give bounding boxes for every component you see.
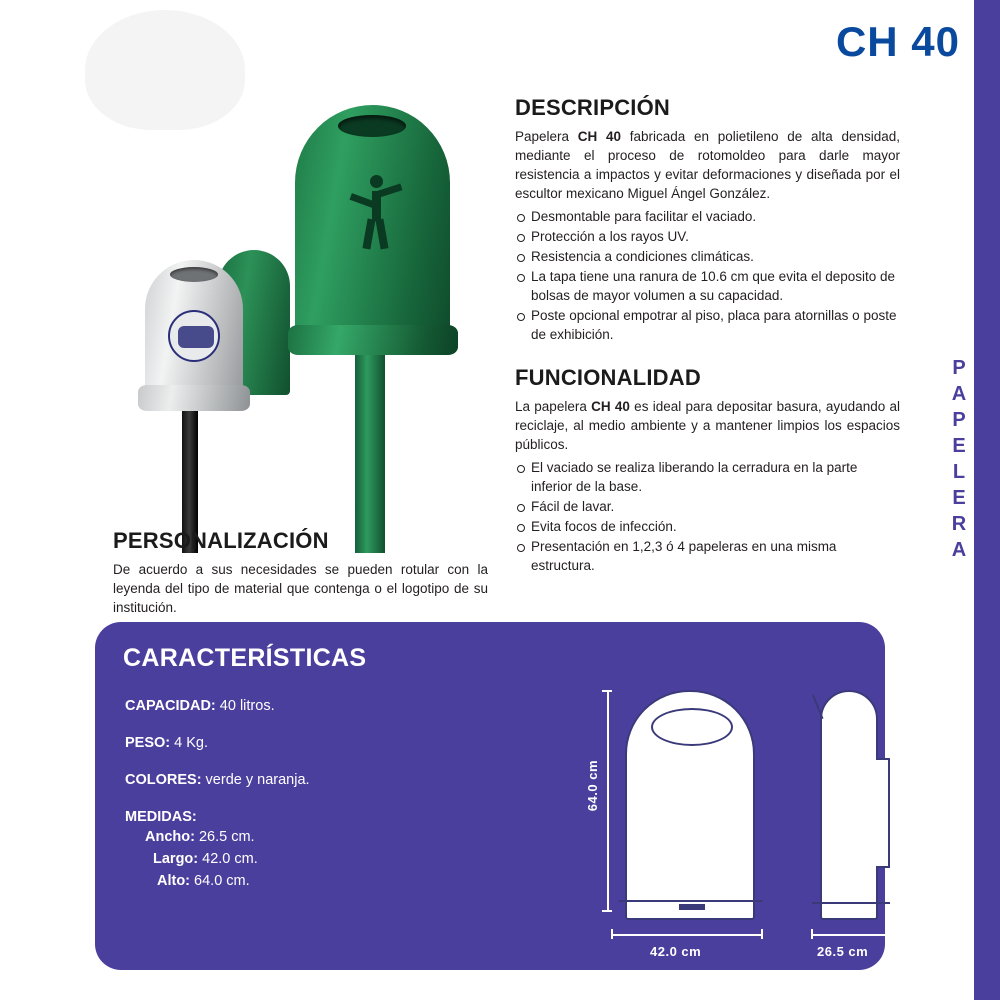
side-height-label: 64.0 cm bbox=[920, 760, 935, 812]
list-item: Presentación en 1,2,3 ó 4 papeleras en una misma estructura. bbox=[515, 537, 900, 575]
front-view-base-line bbox=[619, 900, 763, 902]
descripcion-title: DESCRIPCIÓN bbox=[515, 95, 670, 120]
front-width-tick-right bbox=[761, 929, 763, 939]
list-item: Fácil de lavar. bbox=[515, 497, 900, 516]
spec-alto bbox=[157, 871, 455, 891]
side-height-tick-top bbox=[905, 690, 915, 692]
side-accent-bar bbox=[974, 0, 1000, 1000]
side-width-dim-line bbox=[811, 934, 897, 936]
side-letter-p2: P bbox=[952, 409, 966, 431]
spec-medidas bbox=[125, 807, 455, 891]
funcionalidad-bullet-list bbox=[515, 458, 900, 575]
spec-alto-value: 64.0 cm. bbox=[190, 873, 250, 889]
spec-largo-value: 42.0 cm. bbox=[198, 851, 258, 867]
side-width-tick-right bbox=[895, 929, 897, 939]
page-title: CH 40 bbox=[835, 18, 960, 65]
side-height-tick-bottom bbox=[905, 910, 915, 912]
front-height-label: 64.0 cm bbox=[585, 760, 600, 812]
specs-list bbox=[125, 696, 455, 908]
front-view-drawing bbox=[625, 690, 755, 920]
institution-logo-emblem bbox=[168, 310, 220, 362]
front-width-label: 42.0 cm bbox=[650, 944, 702, 959]
spec-largo bbox=[153, 849, 455, 869]
caracteristicas-title: CARACTERÍSTICAS bbox=[123, 644, 367, 672]
list-item: Poste opcional empotrar al piso, placa para atornillas o poste de exhibición. bbox=[515, 306, 900, 344]
front-width-dim-line bbox=[611, 934, 763, 936]
gray-bin-opening bbox=[170, 267, 218, 282]
spec-capacidad bbox=[125, 696, 455, 716]
green-bin-base-lip bbox=[288, 325, 458, 355]
side-view-base-line bbox=[812, 902, 890, 904]
green-bin-opening bbox=[338, 115, 406, 137]
funcionalidad-paragraph bbox=[515, 397, 900, 454]
spec-peso-key: PESO: bbox=[125, 735, 171, 751]
side-view-lock-mechanism bbox=[876, 758, 890, 868]
spec-colores bbox=[125, 770, 455, 790]
descripcion-text-post: fabricada en polietileno de alta densidad, mediante el proceso de rotomoldeo para darle mayor resistencia a impactos y evitar deformaciones y diseñada por el escultor mexicano Miguel Ángel González. bbox=[515, 129, 900, 201]
side-width-label: 26.5 cm bbox=[817, 944, 869, 959]
green-bin-post bbox=[355, 353, 385, 553]
list-item: Desmontable para facilitar el vaciado. bbox=[515, 207, 900, 226]
side-letter-a1: A bbox=[951, 383, 967, 405]
descripcion-paragraph bbox=[515, 127, 900, 203]
side-view-lid-flap bbox=[812, 687, 842, 719]
list-item: Protección a los rayos UV. bbox=[515, 227, 900, 246]
front-view-foot bbox=[679, 904, 705, 910]
front-view-opening bbox=[651, 708, 733, 746]
list-item: Resistencia a condiciones climáticas. bbox=[515, 247, 900, 266]
funcionalidad-text-post: es ideal para depositar basura, ayudando al reciclaje, al medio ambiente y a mantener limpios los espacios públicos. bbox=[515, 399, 901, 452]
descripcion-section bbox=[515, 95, 900, 345]
spec-capacidad-key: CAPACIDAD: bbox=[125, 698, 216, 714]
litter-person-icon bbox=[348, 175, 404, 255]
personalizacion-section bbox=[113, 528, 488, 621]
spec-colores-key: COLORES: bbox=[125, 772, 202, 788]
spec-largo-key: Largo: bbox=[153, 851, 199, 867]
gray-bin-base-lip bbox=[138, 385, 250, 411]
spec-medidas-sublist bbox=[145, 827, 455, 891]
product-photo bbox=[90, 70, 510, 530]
spec-ancho-value: 26.5 cm. bbox=[194, 829, 255, 845]
spec-ancho bbox=[145, 827, 455, 847]
side-view-drawing bbox=[820, 690, 878, 920]
descripcion-bullet-list bbox=[515, 207, 900, 344]
list-item: Evita focos de infección. bbox=[515, 517, 900, 536]
side-height-dim-line bbox=[910, 690, 912, 912]
side-vertical-label bbox=[942, 355, 976, 563]
side-letter-e: E bbox=[952, 435, 966, 457]
spec-peso-value: 4 Kg. bbox=[170, 735, 209, 751]
funcionalidad-text-pre: La papelera bbox=[515, 399, 592, 414]
side-letter-l: L bbox=[952, 461, 966, 483]
technical-drawings bbox=[565, 682, 965, 957]
spec-alto-key: Alto: bbox=[157, 873, 191, 889]
spec-medidas-key: MEDIDAS: bbox=[125, 809, 197, 825]
side-letter-a2: A bbox=[951, 539, 967, 561]
descripcion-text-bold: CH 40 bbox=[577, 129, 621, 144]
side-letter-r: R bbox=[951, 513, 967, 535]
personalizacion-title: PERSONALIZACIÓN bbox=[113, 528, 329, 553]
side-width-tick-left bbox=[811, 929, 813, 939]
side-letter-p: P bbox=[952, 357, 966, 379]
emblem-inner-shape bbox=[178, 326, 214, 348]
front-height-dim-line bbox=[607, 690, 609, 912]
front-height-tick-top bbox=[602, 690, 612, 692]
side-letter-e2: E bbox=[952, 487, 966, 509]
descripcion-text-pre: Papelera bbox=[515, 129, 578, 144]
spec-capacidad-value: 40 litros. bbox=[215, 698, 275, 714]
funcionalidad-section bbox=[515, 365, 900, 576]
personalizacion-paragraph: De acuerdo a sus necesidades se pueden rotular con la leyenda del tipo de material que contenga o el logotipo de su institución. bbox=[113, 562, 488, 615]
funcionalidad-text-bold: CH 40 bbox=[591, 399, 630, 414]
spec-ancho-key: Ancho: bbox=[145, 829, 195, 845]
spec-peso bbox=[125, 733, 455, 753]
background-highlight bbox=[85, 10, 245, 130]
funcionalidad-title: FUNCIONALIDAD bbox=[515, 365, 701, 390]
front-width-tick-left bbox=[611, 929, 613, 939]
front-height-tick-bottom bbox=[602, 910, 612, 912]
caracteristicas-panel bbox=[95, 622, 935, 970]
spec-colores-value: verde y naranja. bbox=[201, 772, 310, 788]
list-item: El vaciado se realiza liberando la cerradura en la parte inferior de la base. bbox=[515, 458, 900, 496]
list-item: La tapa tiene una ranura de 10.6 cm que evita el deposito de bolsas de mayor volumen a su capacidad. bbox=[515, 267, 900, 305]
